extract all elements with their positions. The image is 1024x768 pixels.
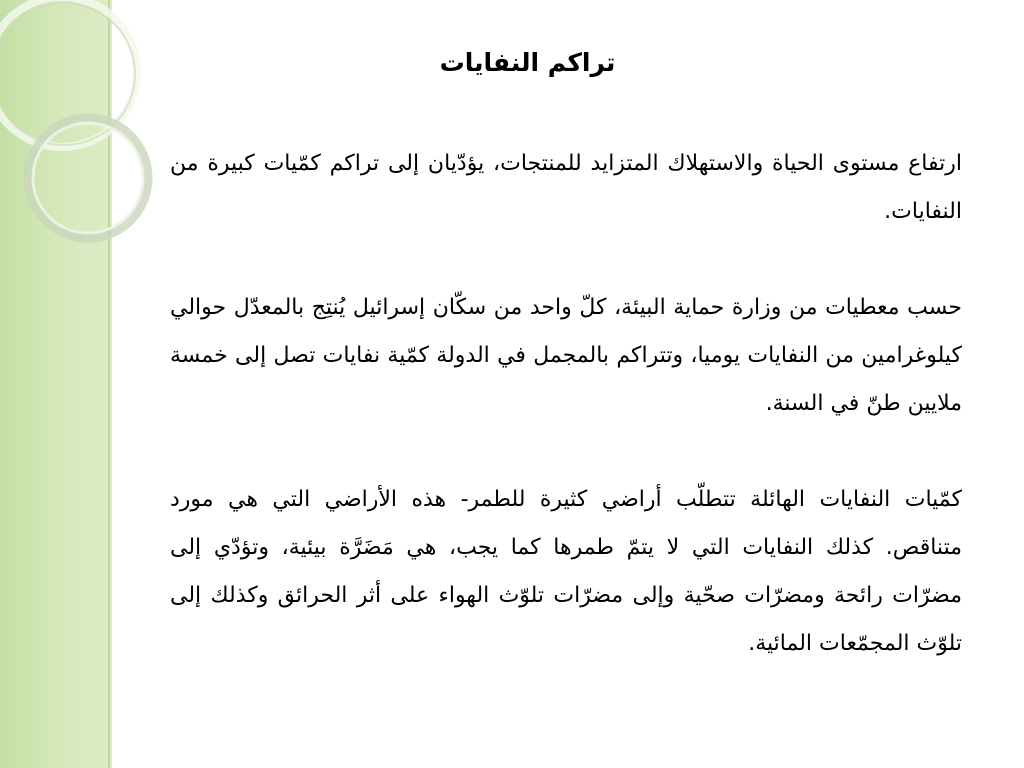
decorative-rings-icon [0,0,160,260]
slide-body [170,140,962,668]
paragraph: حسب معطيات من وزارة حماية البيئة، كلّ واحد من سكّان إسرائيل يُنتِج بالمعدّل حوالي كيلوغرامين من النفايات يوميا، وتتراكم بالمجمل في الدولة كمّية نفايات تصل إلى خمسة ملايين طنّ في السنة. [170,295,962,416]
paragraph: ارتفاع مستوى الحياة والاستهلاك المتزايد للمنتجات، يؤدّيان إلى تراكم كمّيات كبيرة من النفايات. [170,151,962,224]
paragraph: كمّيات النفايات الهائلة تتطلّب أراضي كثيرة للطمر- هذه الأراضي التي هي مورد متناقص. كذلك النفايات التي لا يتمّ طمرها كما يجب، هي مَضَرَّة بيئية، وتؤدّي إلى مضرّات رائحة ومضرّات صحّية وإلى مضرّات تلوّث الهواء على أثر الحرائق وكذلك إلى تلوّث المجمّعات المائية. [170,487,962,656]
slide-title: تراكم النفايات [439,48,616,77]
